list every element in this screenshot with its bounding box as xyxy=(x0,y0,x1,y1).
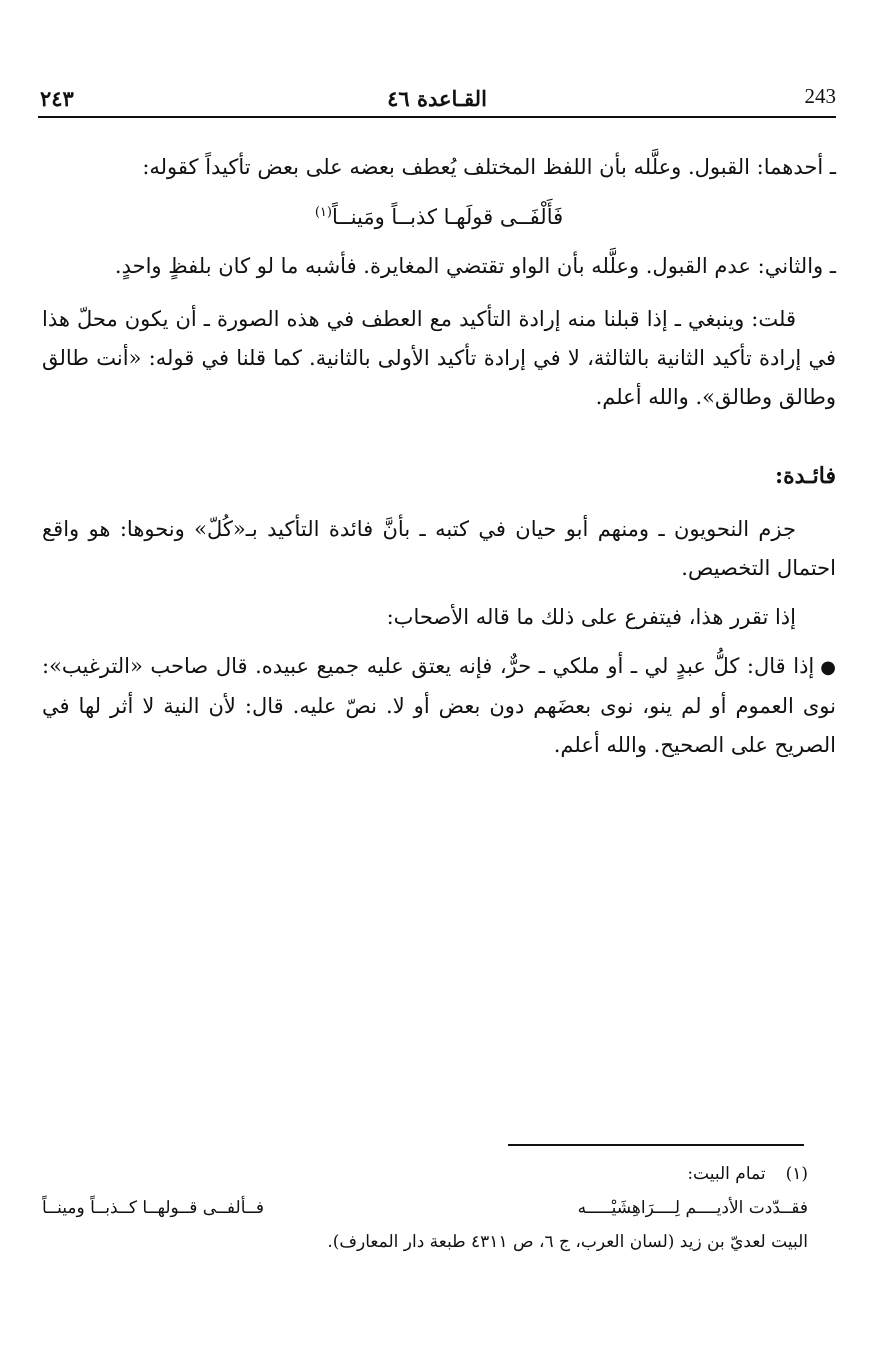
footnote-intro-line xyxy=(42,1157,808,1191)
ruling-text: إذا قال: كلُّ عبدٍ لي ـ أو ملكي ـ حرٌّ، فإنه يعتق عليه جميع عبيده. قال صاحب «الترغيب»: نوى العموم أو لم ينو، نوى بعضَهم دون بعض أو لا. نصّ عليه. قال: لأن النية لا أثر لها في الصريح على الصحيح. والله أعلم. xyxy=(42,654,836,757)
footnote-source: البيت لعديّ بن زيد (لسان العرب، ج ٦، ص ٤٣١١ طبعة دار المعارف). xyxy=(327,1232,808,1252)
chapter-title: القـاعدة ٤٦ xyxy=(387,86,487,111)
paragraph-second-opinion: ـ والثاني: عدم القبول. وعلَّله بأن الواو تقتضي المغايرة. فأشبه ما لو كان بلفظٍ واحدٍ. xyxy=(114,254,836,278)
footnote-intro: تمام البيت: xyxy=(687,1164,766,1184)
paragraph-grammarians: جزم النحويون ـ ومنهم أبو حيان في كتبه ـ بأنَّ فائدة التأكيد بـ«كُلّ» ونحوها: هو واقع احتمال التخصيص. xyxy=(42,517,836,580)
footnote-divider xyxy=(508,1144,804,1146)
paragraph-ruling xyxy=(42,647,836,765)
footnote-number: (١) xyxy=(785,1164,808,1184)
verse-first-hemistich: فقــدّدت الأديــــم لِــــرَاهِشَيْـــــه xyxy=(577,1198,808,1218)
section-heading: فائـدة: xyxy=(775,463,836,489)
paragraph-author-note: قلت: وينبغي ـ إذا قبلنا منه إرادة التأكيد مع العطف في هذه الصورة ـ أن يكون محلّ هذا في إرادة تأكيد الثانية بالثالثة، لا في إرادة تأكيد الأولى بالثانية. كما قلنا في قوله: «أنت طالق وطالق وطالق». والله أعلم. xyxy=(42,307,836,409)
quoted-verse xyxy=(42,193,836,237)
paragraph-consequence: إذا تقرر هذا، فيتفرع على ذلك ما قاله الأصحاب: xyxy=(386,605,796,629)
verse-second-hemistich: فــألفــى قــولهــا كــذبــاً ومينــاً xyxy=(42,1198,264,1218)
footnotes xyxy=(42,1157,808,1259)
verse-text: فَأَلْفَــى قولَهـا كذبــاً ومَينــاً xyxy=(331,205,564,229)
page-number: 243 xyxy=(804,84,836,108)
page-number-arabic: ٢٤٣ xyxy=(40,86,74,111)
page-header xyxy=(38,78,836,114)
footnote-verse xyxy=(42,1191,808,1225)
main-text xyxy=(42,148,836,765)
header-divider xyxy=(38,116,836,118)
bullet-icon: ● xyxy=(820,657,836,678)
footnote-ref[interactable]: (١) xyxy=(314,205,332,220)
paragraph-first-opinion: ـ أحدهما: القبول. وعلَّله بأن اللفظ المختلف يُعطف بعضه على بعض تأكيداً كقوله: xyxy=(142,155,836,179)
